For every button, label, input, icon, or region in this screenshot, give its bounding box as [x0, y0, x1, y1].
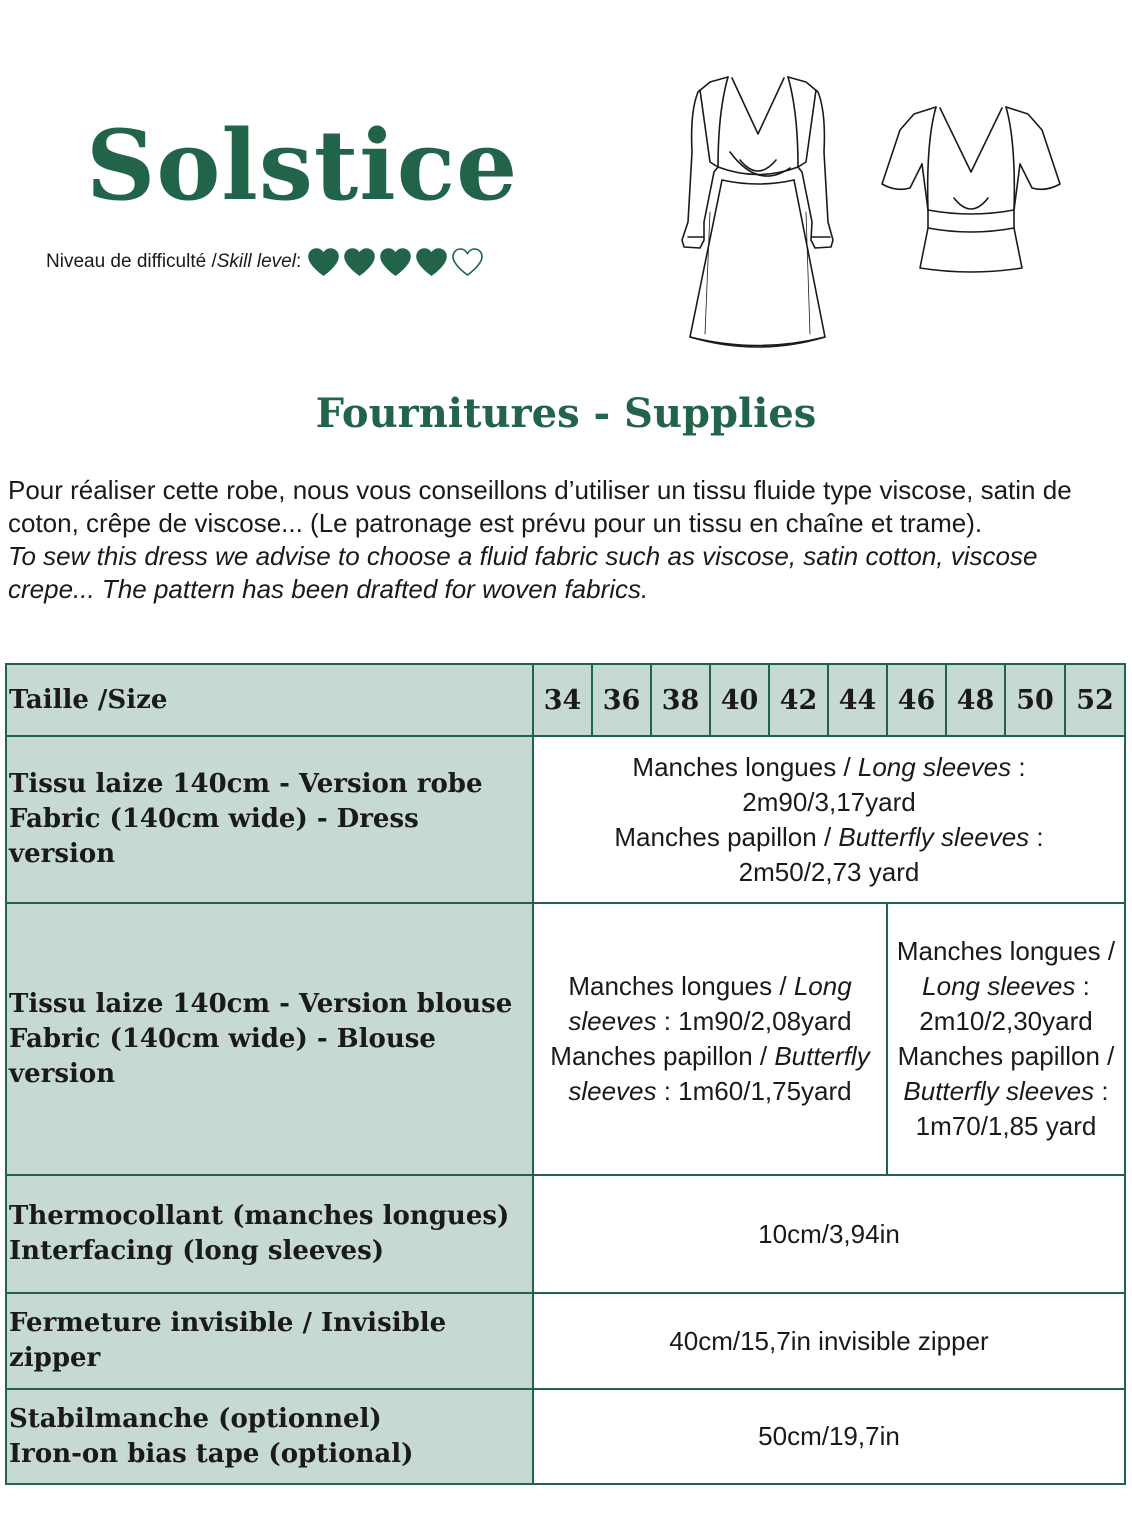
blouse-large-butterfly-value: : 1m70/1,85 yard	[915, 1076, 1109, 1141]
dress-butterfly-en: Butterfly sleeves	[838, 821, 1030, 852]
dress-long-value: : 2m90/3,17yard	[742, 751, 1026, 817]
skill-level	[46, 247, 484, 277]
skill-level-label-en: Skill level	[216, 251, 296, 272]
size-header-row	[6, 664, 1125, 736]
skill-hearts	[307, 247, 484, 277]
dress-label-en: Fabric (140cm wide) - Dress version	[9, 804, 419, 869]
intro-text	[8, 474, 1123, 606]
interfacing-row	[6, 1175, 1125, 1293]
pattern-title: Solstice	[86, 109, 519, 222]
blouse-label	[6, 903, 533, 1175]
interfacing-label-fr: Thermocollant (manches longues)	[9, 1201, 510, 1231]
dress-butterfly-value: : 2m50/2,73 yard	[738, 821, 1044, 887]
blouse-row	[6, 903, 1125, 1175]
blouse-small-butterfly-en: Butterfly sleeves	[568, 1041, 870, 1106]
blouse-large-long-fr: Manches longues /	[896, 936, 1116, 966]
dress-long-en: Long sleeves	[857, 751, 1012, 782]
dress-value	[533, 736, 1125, 903]
blouse-small-value	[533, 903, 887, 1175]
blouse-illustration	[876, 102, 1066, 277]
blouse-large-long-value: : 2m10/2,30yard	[919, 971, 1093, 1036]
blouse-large-long-en: Long sleeves	[922, 971, 1076, 1001]
interfacing-label-en: Interfacing (long sleeves)	[9, 1236, 385, 1266]
interfacing-label	[6, 1175, 533, 1293]
skill-level-colon: :	[295, 251, 302, 272]
blouse-small-long-value: : 1m90/2,08yard	[656, 1006, 852, 1036]
dress-label-fr: Tissu laize 140cm - Version robe	[9, 769, 483, 799]
skill-level-label: Niveau de difficulté /	[46, 251, 217, 272]
zipper-value: 40cm/15,7in invisible zipper	[533, 1293, 1125, 1389]
intro-en: To sew this dress we advise to choose a fluid fabric such as viscose, satin cotton, viscose crepe... The pattern has been drafted for woven fabrics.	[8, 541, 1038, 604]
size-52: 52	[1065, 664, 1125, 736]
blouse-small-butterfly-value: : 1m60/1,75yard	[656, 1076, 852, 1106]
zipper-row	[6, 1293, 1125, 1389]
blouse-large-butterfly-en: Butterfly sleeves	[903, 1076, 1095, 1106]
size-46: 46	[887, 664, 946, 736]
dress-label	[6, 736, 533, 903]
heart-filled-icon	[343, 247, 376, 277]
size-48: 48	[946, 664, 1005, 736]
size-38: 38	[651, 664, 710, 736]
zipper-label: Fermeture invisible / Invisible zipper	[6, 1293, 533, 1389]
dress-row	[6, 736, 1125, 903]
blouse-small-long-fr: Manches longues /	[568, 971, 794, 1001]
size-42: 42	[769, 664, 828, 736]
blouse-label-en: Fabric (140cm wide) - Blouse version	[9, 1023, 436, 1089]
size-36: 36	[592, 664, 651, 736]
blouse-label-fr: Tissu laize 140cm - Version blouse	[9, 988, 513, 1019]
bias-row	[6, 1389, 1125, 1484]
heart-filled-icon	[379, 247, 412, 277]
blouse-large-butterfly-fr: Manches papillon /	[897, 1041, 1115, 1071]
size-40: 40	[710, 664, 769, 736]
size-34: 34	[533, 664, 592, 736]
heart-empty-icon	[451, 247, 484, 277]
bias-value: 50cm/19,7in	[533, 1389, 1125, 1484]
supplies-table	[5, 663, 1126, 1485]
bias-label-en: Iron-on bias tape (optional)	[9, 1438, 414, 1469]
heart-filled-icon	[307, 247, 340, 277]
size-header-label: Taille /Size	[6, 664, 533, 736]
dress-butterfly-fr: Manches papillon /	[614, 821, 839, 852]
heart-filled-icon	[415, 247, 448, 277]
blouse-large-value	[887, 903, 1125, 1175]
bias-label-fr: Stabilmanche (optionnel)	[9, 1403, 382, 1434]
size-50: 50	[1005, 664, 1065, 736]
size-44: 44	[828, 664, 887, 736]
blouse-small-butterfly-fr: Manches papillon /	[550, 1041, 775, 1071]
dress-long-fr: Manches longues /	[632, 751, 858, 782]
blouse-small-long-en: Long sleeves	[568, 971, 852, 1036]
dress-illustration	[670, 72, 845, 357]
supplies-heading: Fournitures - Supplies	[315, 390, 817, 437]
bias-label	[6, 1389, 533, 1484]
interfacing-value: 10cm/3,94in	[533, 1175, 1125, 1293]
intro-fr: Pour réaliser cette robe, nous vous conseillons d’utiliser un tissu fluide type viscose, satin de coton, crêpe de viscose... (Le patronage est prévu pour un tissu en chaîne et trame).	[8, 475, 1072, 538]
